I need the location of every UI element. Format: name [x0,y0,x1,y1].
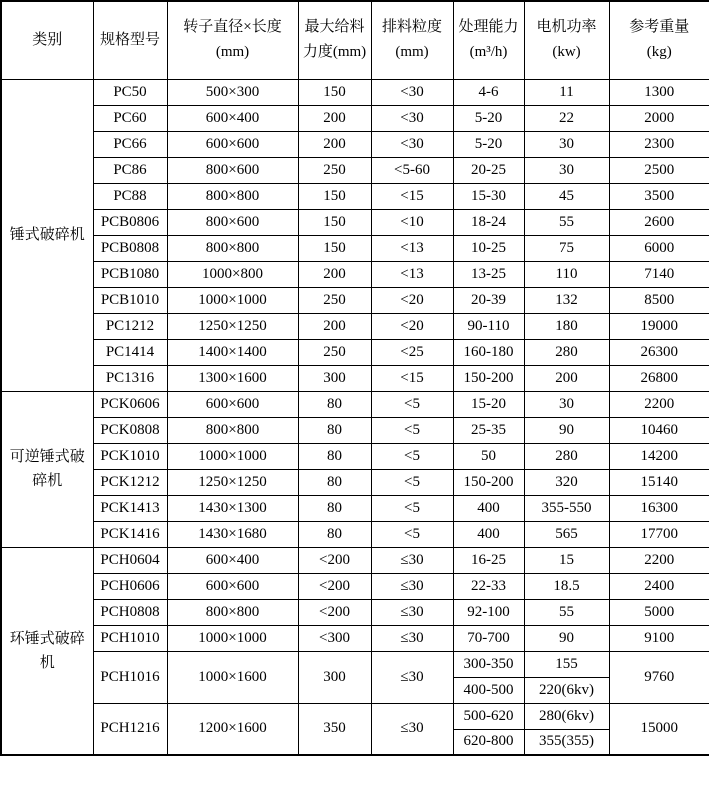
motor-power-cell: 280(6kv) [524,703,609,729]
spec-row [1,599,709,625]
rotor-size-cell: 1430×1680 [167,521,298,547]
header-line: (m³/h) [469,44,508,61]
spec-row [1,417,709,443]
spec-row [1,235,709,261]
max-feed-cell: 250 [298,339,371,365]
capacity-cell: 5-20 [453,105,524,131]
rotor-size-cell: 600×600 [167,131,298,157]
model-cell: PCB0806 [93,209,167,235]
rotor-size-cell: 1250×1250 [167,313,298,339]
model-cell: PCK1010 [93,443,167,469]
discharge-size-cell: <25 [371,339,453,365]
rotor-size-cell: 600×600 [167,573,298,599]
model-cell: PCH1016 [93,651,167,703]
model-cell: PCK1413 [93,495,167,521]
spec-row [1,313,709,339]
header-line: 转子直径×长度 [183,18,282,35]
rotor-size-cell: 600×400 [167,547,298,573]
motor-power-cell: 110 [524,261,609,287]
discharge-size-cell: <20 [371,313,453,339]
spec-row [1,521,709,547]
discharge-size-cell: ≤30 [371,547,453,573]
category-cell: 可逆锤式破碎机 [1,391,93,547]
header-line: 处理能力 [458,18,519,35]
spec-row [1,157,709,183]
spec-row [1,651,709,677]
max-feed-cell: 350 [298,703,371,755]
rotor-size-cell: 1200×1600 [167,703,298,755]
max-feed-cell: <200 [298,599,371,625]
max-feed-cell: 150 [298,235,371,261]
capacity-cell: 16-25 [453,547,524,573]
rotor-size-cell: 1000×1000 [167,443,298,469]
spec-row [1,209,709,235]
capacity-cell: 70-700 [453,625,524,651]
header-line: (kg) [646,44,672,61]
header-line: 参考重量 [629,18,690,35]
discharge-size-cell: ≤30 [371,599,453,625]
max-feed-cell: 80 [298,417,371,443]
motor-power-cell: 55 [524,599,609,625]
spec-row [1,443,709,469]
rotor-size-cell: 1250×1250 [167,469,298,495]
spec-row [1,573,709,599]
spec-row [1,183,709,209]
motor-power-cell: 355-550 [524,495,609,521]
motor-power-cell: 565 [524,521,609,547]
weight-cell: 1300 [609,79,709,105]
discharge-size-cell: <5 [371,443,453,469]
capacity-cell: 500-620 [453,703,524,729]
capacity-cell: 160-180 [453,339,524,365]
weight-cell: 2200 [609,547,709,573]
max-feed-cell: 150 [298,183,371,209]
motor-power-cell: 320 [524,469,609,495]
model-cell: PC88 [93,183,167,209]
motor-power-cell: 18.5 [524,573,609,599]
capacity-cell: 20-39 [453,287,524,313]
max-feed-cell: 80 [298,521,371,547]
motor-power-cell: 30 [524,131,609,157]
spec-row [1,131,709,157]
header-line: (mm) [215,44,250,61]
rotor-size-cell: 1300×1600 [167,365,298,391]
rotor-size-cell: 800×800 [167,417,298,443]
capacity-cell: 90-110 [453,313,524,339]
header-line: 规格型号 [99,31,160,48]
discharge-size-cell: <13 [371,261,453,287]
max-feed-cell: 200 [298,261,371,287]
discharge-size-cell: <5 [371,391,453,417]
weight-cell: 2400 [609,573,709,599]
discharge-size-cell: <15 [371,365,453,391]
weight-cell: 16300 [609,495,709,521]
motor-power-cell: 30 [524,157,609,183]
motor-power-cell: 155 [524,651,609,677]
spec-row [1,495,709,521]
capacity-cell: 50 [453,443,524,469]
column-header-ref-weight [609,1,709,79]
weight-cell: 10460 [609,417,709,443]
motor-power-cell: 55 [524,209,609,235]
max-feed-cell: <200 [298,547,371,573]
model-cell: PCB1010 [93,287,167,313]
capacity-cell: 13-25 [453,261,524,287]
capacity-cell: 300-350 [453,651,524,677]
capacity-cell: 150-200 [453,469,524,495]
discharge-size-cell: ≤30 [371,651,453,703]
capacity-cell: 22-33 [453,573,524,599]
rotor-size-cell: 800×600 [167,209,298,235]
spec-row [1,365,709,391]
discharge-size-cell: <15 [371,183,453,209]
motor-power-cell: 280 [524,339,609,365]
model-cell: PC86 [93,157,167,183]
column-header-discharge-size [371,1,453,79]
model-cell: PCH0604 [93,547,167,573]
motor-power-cell: 15 [524,547,609,573]
header-row [1,1,709,79]
header-line: (mm) [395,44,429,61]
weight-cell: 3500 [609,183,709,209]
weight-cell: 2500 [609,157,709,183]
discharge-size-cell: ≤30 [371,703,453,755]
model-cell: PCH1010 [93,625,167,651]
discharge-size-cell: <20 [371,287,453,313]
max-feed-cell: <300 [298,625,371,651]
table-body [1,79,709,755]
max-feed-cell: 200 [298,313,371,339]
discharge-size-cell: ≤30 [371,573,453,599]
category-cell: 锤式破碎机 [1,79,93,391]
capacity-cell: 400-500 [453,677,524,703]
weight-cell: 26300 [609,339,709,365]
weight-cell: 19000 [609,313,709,339]
weight-cell: 7140 [609,261,709,287]
model-cell: PCK0606 [93,391,167,417]
header-line: 排料粒度 [381,18,442,35]
weight-cell: 14200 [609,443,709,469]
motor-power-cell: 200 [524,365,609,391]
capacity-cell: 15-20 [453,391,524,417]
discharge-size-cell: <30 [371,79,453,105]
model-cell: PC1212 [93,313,167,339]
capacity-cell: 25-35 [453,417,524,443]
discharge-size-cell: <5 [371,521,453,547]
max-feed-cell: 300 [298,651,371,703]
motor-power-cell: 132 [524,287,609,313]
motor-power-cell: 45 [524,183,609,209]
column-header-model [93,1,167,79]
rotor-size-cell: 1000×1600 [167,651,298,703]
spec-row [1,469,709,495]
discharge-size-cell: <5 [371,469,453,495]
spec-row [1,287,709,313]
weight-cell: 5000 [609,599,709,625]
motor-power-cell: 180 [524,313,609,339]
weight-cell: 9100 [609,625,709,651]
max-feed-cell: 150 [298,209,371,235]
weight-cell: 15140 [609,469,709,495]
rotor-size-cell: 1000×800 [167,261,298,287]
discharge-size-cell: ≤30 [371,625,453,651]
motor-power-cell: 30 [524,391,609,417]
model-cell: PC66 [93,131,167,157]
model-cell: PCK0808 [93,417,167,443]
weight-cell: 26800 [609,365,709,391]
weight-cell: 2600 [609,209,709,235]
motor-power-cell: 355(355) [524,729,609,755]
spec-row [1,391,709,417]
column-header-motor-power [524,1,609,79]
max-feed-cell: 200 [298,131,371,157]
max-feed-cell: 200 [298,105,371,131]
discharge-size-cell: <5 [371,417,453,443]
rotor-size-cell: 1400×1400 [167,339,298,365]
discharge-size-cell: <30 [371,131,453,157]
model-cell: PC1316 [93,365,167,391]
model-cell: PC60 [93,105,167,131]
max-feed-cell: 150 [298,79,371,105]
model-cell: PCB0808 [93,235,167,261]
spec-row [1,625,709,651]
capacity-cell: 150-200 [453,365,524,391]
max-feed-cell: 250 [298,157,371,183]
motor-power-cell: 220(6kv) [524,677,609,703]
spec-row [1,547,709,573]
rotor-size-cell: 800×800 [167,599,298,625]
capacity-cell: 400 [453,521,524,547]
capacity-cell: 20-25 [453,157,524,183]
header-line: 电机功率 [536,18,597,35]
motor-power-cell: 11 [524,79,609,105]
discharge-size-cell: <5-60 [371,157,453,183]
table-header [1,1,709,79]
model-cell: PC1414 [93,339,167,365]
max-feed-cell: 80 [298,443,371,469]
capacity-cell: 5-20 [453,131,524,157]
column-header-capacity [453,1,524,79]
discharge-size-cell: <5 [371,495,453,521]
max-feed-cell: 250 [298,287,371,313]
max-feed-cell: 80 [298,495,371,521]
rotor-size-cell: 600×400 [167,105,298,131]
discharge-size-cell: <30 [371,105,453,131]
weight-cell: 8500 [609,287,709,313]
capacity-cell: 92-100 [453,599,524,625]
header-line: 类别 [32,31,63,48]
max-feed-cell: 80 [298,391,371,417]
header-line: 最大给料 [304,18,365,35]
weight-cell: 6000 [609,235,709,261]
max-feed-cell: 80 [298,469,371,495]
weight-cell: 2000 [609,105,709,131]
model-cell: PC50 [93,79,167,105]
spec-row [1,339,709,365]
model-cell: PCH1216 [93,703,167,755]
model-cell: PCB1080 [93,261,167,287]
motor-power-cell: 90 [524,625,609,651]
rotor-size-cell: 500×300 [167,79,298,105]
motor-power-cell: 90 [524,417,609,443]
header-line: 力度(mm) [302,44,367,61]
column-header-max-feed [298,1,371,79]
motor-power-cell: 75 [524,235,609,261]
model-cell: PCH0808 [93,599,167,625]
rotor-size-cell: 800×600 [167,157,298,183]
rotor-size-cell: 600×600 [167,391,298,417]
weight-cell: 2300 [609,131,709,157]
motor-power-cell: 22 [524,105,609,131]
header-line: (kw) [552,44,581,61]
capacity-cell: 15-30 [453,183,524,209]
rotor-size-cell: 1000×1000 [167,287,298,313]
spec-row [1,703,709,729]
weight-cell: 2200 [609,391,709,417]
capacity-cell: 4-6 [453,79,524,105]
discharge-size-cell: <13 [371,235,453,261]
motor-power-cell: 280 [524,443,609,469]
weight-cell: 17700 [609,521,709,547]
rotor-size-cell: 1000×1000 [167,625,298,651]
spec-row [1,79,709,105]
spec-row [1,105,709,131]
rotor-size-cell: 800×800 [167,235,298,261]
model-cell: PCK1416 [93,521,167,547]
category-cell: 环锤式破碎机 [1,547,93,755]
spec-row [1,261,709,287]
rotor-size-cell: 800×800 [167,183,298,209]
max-feed-cell: <200 [298,573,371,599]
capacity-cell: 18-24 [453,209,524,235]
model-cell: PCH0606 [93,573,167,599]
model-cell: PCK1212 [93,469,167,495]
discharge-size-cell: <10 [371,209,453,235]
capacity-cell: 400 [453,495,524,521]
weight-cell: 15000 [609,703,709,755]
column-header-rotor-size [167,1,298,79]
capacity-cell: 10-25 [453,235,524,261]
weight-cell: 9760 [609,651,709,703]
capacity-cell: 620-800 [453,729,524,755]
max-feed-cell: 300 [298,365,371,391]
column-header-category [1,1,93,79]
rotor-size-cell: 1430×1300 [167,495,298,521]
